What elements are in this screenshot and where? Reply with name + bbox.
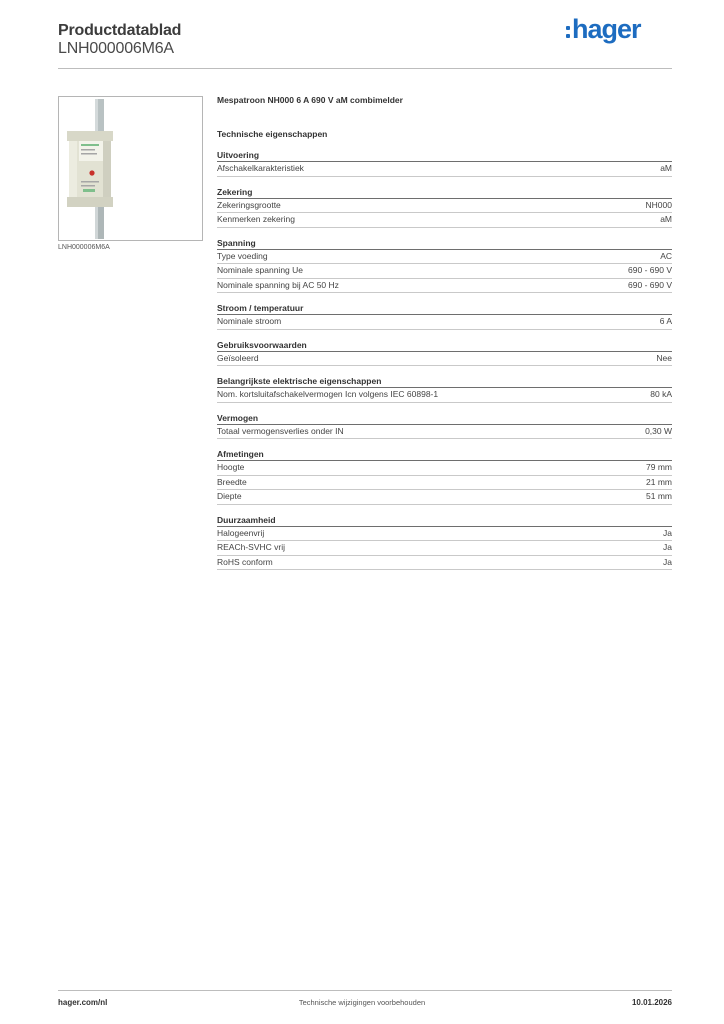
spec-group xyxy=(217,149,672,177)
logo-colon-icon xyxy=(566,26,570,38)
spec-row xyxy=(217,352,672,367)
spec-group xyxy=(217,412,672,440)
spec-sheet xyxy=(217,95,672,570)
spec-label: Nominale stroom xyxy=(217,316,282,326)
spec-group-title: Spanning xyxy=(217,237,672,250)
spec-group-title: Duurzaamheid xyxy=(217,514,672,527)
spec-label: Halogeenvrij xyxy=(217,527,265,538)
logo-text: hager xyxy=(572,14,641,44)
spec-row xyxy=(217,476,672,491)
spec-value: 690 - 690 V xyxy=(628,279,672,290)
spec-row xyxy=(217,213,672,228)
spec-value: 6 A xyxy=(659,316,672,326)
spec-label: Zekeringsgrootte xyxy=(217,199,281,210)
spec-value: Ja xyxy=(663,556,672,567)
spec-label: Nom. kortsluitafschakelvermogen Icn volgens IEC 60898-1 xyxy=(217,389,439,399)
spec-value: Ja xyxy=(663,542,672,552)
spec-label: REACh-SVHC vrij xyxy=(217,542,286,552)
spec-group-title: Zekering xyxy=(217,186,672,199)
spec-value: 79 mm xyxy=(646,462,672,472)
spec-row xyxy=(217,425,672,440)
spec-group xyxy=(217,237,672,294)
spec-row xyxy=(217,527,672,542)
footer-disclaimer: Technische wijzigingen voorbehouden xyxy=(298,998,426,1007)
spec-row xyxy=(217,199,672,214)
spec-row xyxy=(217,315,672,330)
spec-value: AC xyxy=(660,250,672,261)
spec-row xyxy=(217,162,672,177)
footer-divider xyxy=(58,990,672,991)
spec-value: Nee xyxy=(656,352,672,363)
spec-group-title: Gebruiksvoorwaarden xyxy=(217,339,672,352)
hager-logo xyxy=(566,16,641,43)
spec-label: RoHS conform xyxy=(217,556,273,567)
spec-row xyxy=(217,461,672,476)
spec-label: Diepte xyxy=(217,491,242,501)
spec-label: Kenmerken zekering xyxy=(217,214,295,224)
product-code: LNH000006M6A xyxy=(58,40,174,57)
footer-website: hager.com/nl xyxy=(58,998,108,1007)
spec-label: Breedte xyxy=(217,476,247,487)
spec-label: Hoogte xyxy=(217,462,245,472)
spec-value: 21 mm xyxy=(646,476,672,487)
spec-label: Nominale spanning bij AC 50 Hz xyxy=(217,279,339,290)
spec-group-title: Stroom / temperatuur xyxy=(217,302,672,315)
fuse-cartridge-image xyxy=(59,97,202,240)
spec-row xyxy=(217,388,672,403)
section-title: Technische eigenschappen xyxy=(217,129,328,139)
product-image xyxy=(58,96,203,241)
spec-row xyxy=(217,556,672,571)
spec-group xyxy=(217,448,672,505)
spec-group xyxy=(217,375,672,403)
spec-group xyxy=(217,514,672,571)
product-name: Mespatroon NH000 6 A 690 V aM combimelder xyxy=(217,95,403,105)
spec-row xyxy=(217,279,672,294)
spec-value: 0,30 W xyxy=(645,425,672,436)
spec-value: aM xyxy=(660,163,672,173)
spec-group xyxy=(217,302,672,330)
spec-value: 80 kA xyxy=(650,389,672,399)
page-title: Productdatablad xyxy=(58,22,182,39)
spec-label: Type voeding xyxy=(217,250,268,261)
footer-date: 10.01.2026 xyxy=(631,998,672,1007)
header-divider xyxy=(58,68,672,69)
image-caption: LNH000006M6A xyxy=(58,244,110,251)
spec-groups xyxy=(217,149,672,570)
spec-value: Ja xyxy=(663,527,672,538)
spec-group-title: Afmetingen xyxy=(217,448,672,461)
spec-label: Nominale spanning Ue xyxy=(217,265,303,275)
spec-row xyxy=(217,264,672,279)
spec-group xyxy=(217,186,672,228)
spec-group-title: Uitvoering xyxy=(217,149,672,162)
spec-row xyxy=(217,490,672,505)
spec-group xyxy=(217,339,672,367)
spec-group-title: Belangrijkste elektrische eigenschappen xyxy=(217,375,672,388)
spec-label: Totaal vermogensverlies onder IN xyxy=(217,425,344,436)
spec-value: 51 mm xyxy=(646,491,672,501)
spec-row xyxy=(217,541,672,556)
spec-group-title: Vermogen xyxy=(217,412,672,425)
spec-label: Geïsoleerd xyxy=(217,352,259,363)
spec-value: NH000 xyxy=(645,199,672,210)
spec-value: 690 - 690 V xyxy=(628,265,672,275)
spec-value: aM xyxy=(660,214,672,224)
spec-label: Afschakelkarakteristiek xyxy=(217,163,304,173)
spec-row xyxy=(217,250,672,265)
